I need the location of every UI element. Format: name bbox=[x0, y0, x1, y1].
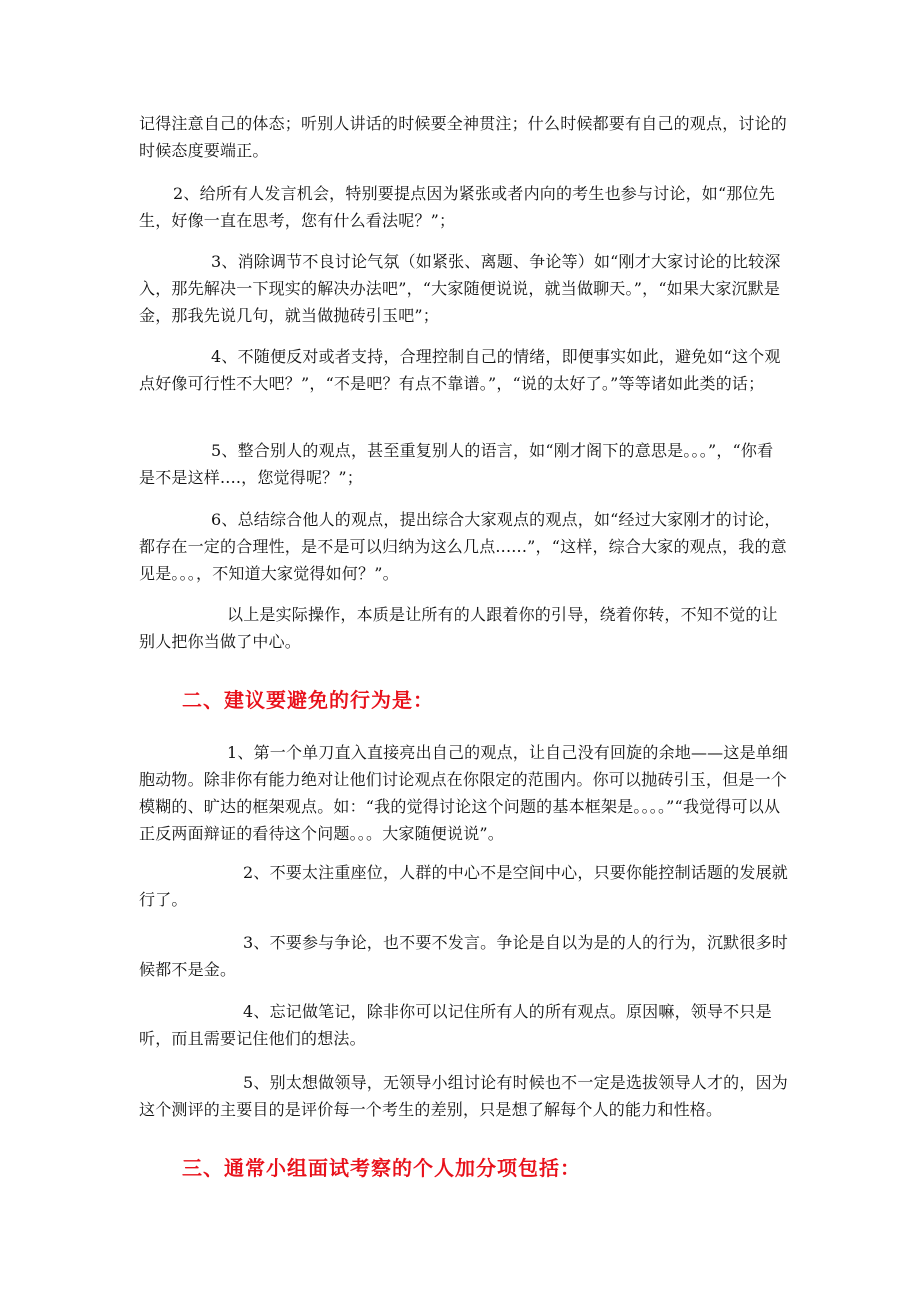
paragraph-summary: 以上是实际操作，本质是让所有的人跟着你的引导，绕着你转，不知不觉的让别人把你当做了中心。 bbox=[139, 605, 778, 651]
paragraph-item-2-give-chance: 2、给所有人发言机会，特别要提点因为紧张或者内向的考生也参与讨论，如“那位先生，好像一直在思考，您有什么看法呢？”； bbox=[139, 184, 775, 230]
section-heading-bonus: 三、通常小组面试考察的个人加分项包括： bbox=[182, 1156, 581, 1180]
paragraph-avoid-1: 1、第一个单刀直入直接亮出自己的观点，让自己没有回旋的余地——这是单细胞动物。除非你有能力绝对让他们讨论观点在你限定的范围内。你可以抛砖引玉，但是一个模糊的、旷达的框架观点。如：“我的觉得讨论这个问题的基本框架是。。。。”“我觉得可以从正反两面辩证的看待这个问题。。。大家随便说说”。 bbox=[139, 743, 789, 843]
paragraph-avoid-4: 4、忘记做笔记，除非你可以记住所有人的所有观点。原因嘛，领导不只是听，而且需要记住他们的想法。 bbox=[139, 1002, 772, 1048]
section-heading-avoid: 二、建议要避免的行为是： bbox=[182, 688, 434, 712]
paragraph-avoid-2: 2、不要太注重座位，人群的中心不是空间中心，只要你能控制话题的发展就行了。 bbox=[139, 863, 788, 909]
paragraph-avoid-5: 5、别太想做领导，无领导小组讨论有时候也不一定是选拔领导人才的，因为这个测评的主要目的是评价每一个考生的差别，只是想了解每个人的能力和性格。 bbox=[139, 1073, 788, 1119]
paragraph-avoid-3: 3、不要参与争论，也不要不发言。争论是自以为是的人的行为，沉默很多时候都不是金。 bbox=[139, 933, 788, 979]
paragraph-item-5-integrate: 5、整合别人的观点，甚至重复别人的语言，如“刚才阁下的意思是。。。”，“你看是不是这样....，您觉得呢？”； bbox=[139, 441, 774, 487]
paragraph-posture-attitude: 记得注意自己的体态；听别人讲话的时候要全神贯注；什么时候都要有自己的观点，讨论的时候态度要端正。 bbox=[139, 114, 788, 160]
paragraph-item-6-summarize: 6、总结综合他人的观点，提出综合大家观点的观点，如“经过大家刚才的讨论，都存在一定的合理性，是不是可以归纳为这么几点......”，“这样，综合大家的观点，我的意见是。。。，不知道大家觉得如何？”。 bbox=[139, 510, 787, 583]
paragraph-item-3-atmosphere: 3、消除调节不良讨论气氛（如紧张、离题、争论等）如“刚才大家讨论的比较深入，那先解决一下现实的解决办法吧”，“大家随便说说，就当做聊天。”，“如果大家沉默是金，那我先说几句，就当做抛砖引玉吧”； bbox=[139, 252, 781, 325]
paragraph-item-4-emotions: 4、不随便反对或者支持，合理控制自己的情绪，即便事实如此，避免如“这个观点好像可行性不大吧？”，“不是吧？有点不靠谱。”，“说的太好了。”等等诸如此类的话； bbox=[139, 347, 781, 393]
